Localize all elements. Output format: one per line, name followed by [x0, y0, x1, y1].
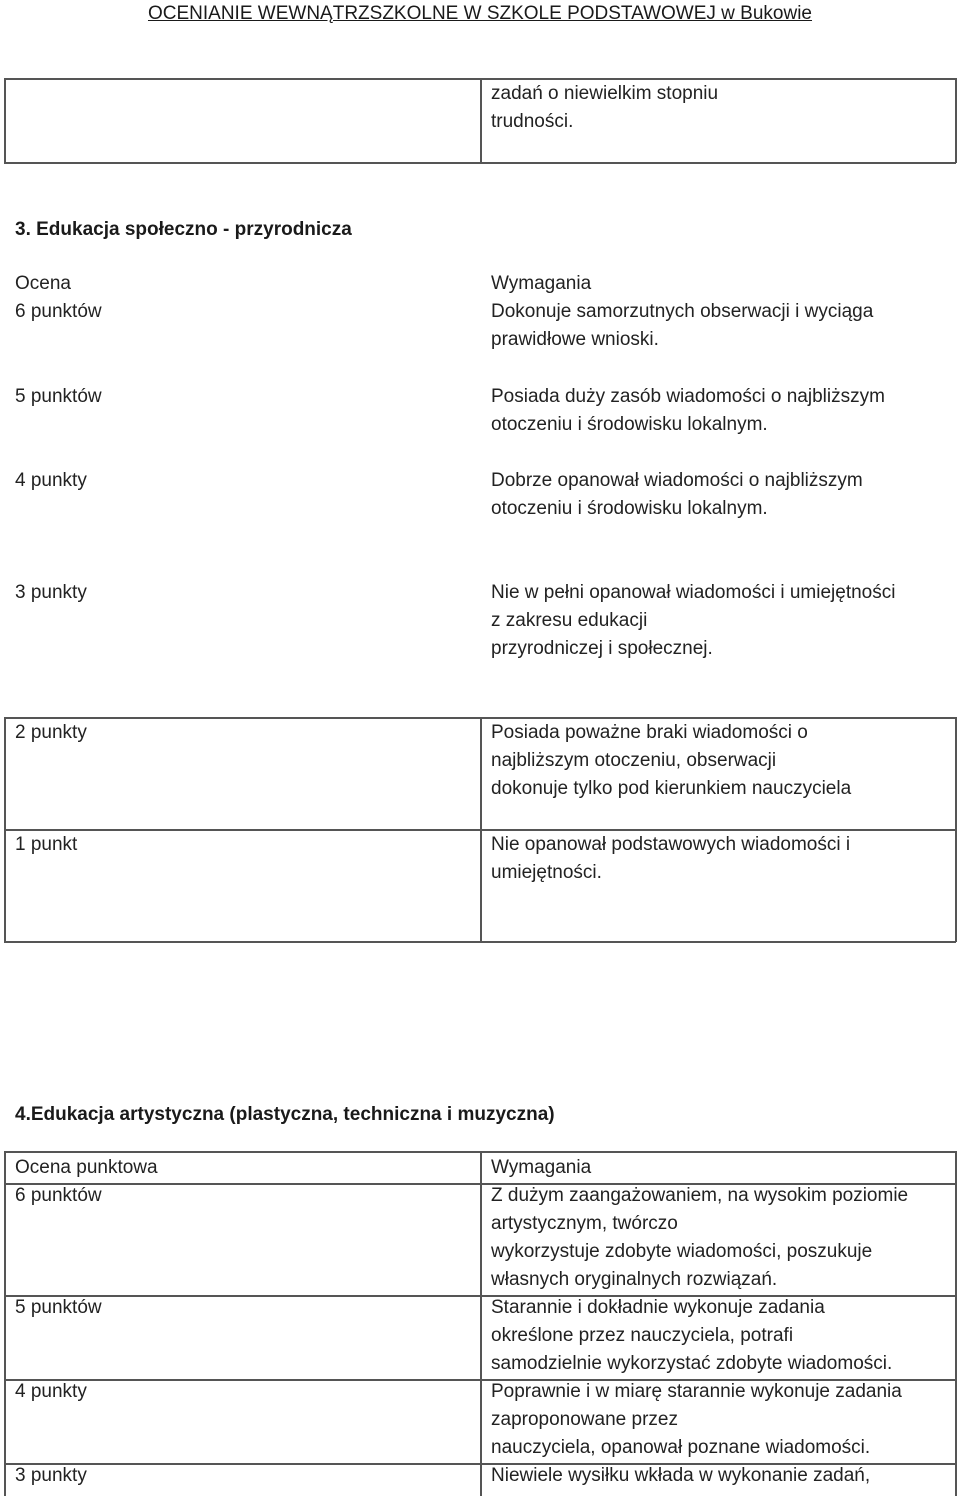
section4-req-6: [491, 1182, 951, 1294]
text-line: własnych oryginalnych rozwiązań.: [491, 1269, 778, 1290]
text-line: otoczeniu i środowisku lokalnym.: [491, 414, 768, 435]
section4-req-4: [491, 1378, 951, 1462]
top-table-cell-requirements: [491, 80, 951, 136]
text-line: Dokonuje samorzutnych obserwacji i wyciąga: [491, 301, 874, 322]
section4-req-3: [491, 1462, 951, 1490]
section3-box-right-border: [955, 717, 957, 942]
section3-req-5: [491, 383, 951, 439]
text-line: Z dużym zaangażowaniem, na wysokim poziomie: [491, 1185, 909, 1206]
text-line: z zakresu edukacji: [491, 610, 648, 631]
text-line: nauczyciela, opanował poznane wiadomości.: [491, 1437, 871, 1458]
section3-grade-6: 6 punktów: [15, 301, 102, 322]
top-table-right-border: [955, 78, 957, 163]
section3-title: 3. Edukacja społeczno - przyrodnicza: [15, 219, 352, 240]
text-line: przyrodniczej i społecznej.: [491, 638, 713, 659]
section4-grade-5: 5 punktów: [15, 1297, 102, 1318]
text-line: zaproponowane przez: [491, 1409, 678, 1430]
section3-grade-1: 1 punkt: [15, 834, 78, 855]
section4-table-left-border: [4, 1151, 6, 1496]
text-line: Poprawnie i w miarę starannie wykonuje zadania: [491, 1381, 902, 1402]
text-line: prawidłowe wnioski.: [491, 329, 659, 350]
section4-table-right-border: [955, 1151, 957, 1496]
section4-grade-6: 6 punktów: [15, 1185, 102, 1206]
section3-box-left-border: [4, 717, 6, 942]
text-line: Posiada duży zasób wiadomości o najbliższym: [491, 386, 885, 407]
text-line: dokonuje tylko pod kierunkiem nauczyciela: [491, 778, 852, 799]
section3-req-4: [491, 467, 951, 523]
section4-table-divider: [480, 1151, 482, 1496]
section4-req-5: [491, 1294, 951, 1378]
section4-header-grade: Ocena punktowa: [15, 1157, 158, 1178]
section3-req-3: [491, 579, 951, 663]
section3-req-2: [491, 719, 951, 803]
text-line: artystycznym, twórczo: [491, 1213, 678, 1234]
section3-box-divider: [480, 717, 482, 942]
section3-grade-3: 3 punkty: [15, 582, 87, 603]
section4-grade-4: 4 punkty: [15, 1381, 87, 1402]
text-line: Nie opanował podstawowych wiadomości i: [491, 834, 851, 855]
section4-title: 4.Edukacja artystyczna (plastyczna, techniczna i muzyczna): [15, 1104, 555, 1125]
top-table-left-border: [4, 78, 6, 163]
page-header-title: OCENIANIE WEWNĄTRZSZKOLNE W SZKOLE PODSTAWOWEJ w Bukowie: [147, 3, 813, 24]
text-line: samodzielnie wykorzystać zdobyte wiadomości.: [491, 1353, 893, 1374]
text-line: wykorzystuje zdobyte wiadomości, poszukuje: [491, 1241, 873, 1262]
section3-grade-4: 4 punkty: [15, 470, 87, 491]
section3-req-1: [491, 831, 951, 887]
section4-grade-3: 3 punkty: [15, 1465, 87, 1486]
text-line: Dobrze opanował wiadomości o najbliższym: [491, 470, 863, 491]
section3-header-grade: Ocena: [15, 273, 71, 294]
text-line: Niewiele wysiłku wkłada w wykonanie zadań,: [491, 1465, 871, 1486]
text-line: najbliższym otoczeniu, obserwacji: [491, 750, 777, 771]
text-line: określone przez nauczyciela, potrafi: [491, 1325, 794, 1346]
section3-header-requirements: Wymagania: [491, 273, 592, 294]
section3-grade-5: 5 punktów: [15, 386, 102, 407]
section3-grade-2: 2 punkty: [15, 722, 87, 743]
section4-header-requirements: Wymagania: [491, 1157, 592, 1178]
text-line: otoczeniu i środowisku lokalnym.: [491, 498, 768, 519]
text-line: umiejętności.: [491, 862, 602, 883]
text-line: zadań o niewielkim stopniu: [491, 83, 719, 104]
text-line: trudności.: [491, 111, 574, 132]
section3-req-6: [491, 298, 951, 354]
text-line: Posiada poważne braki wiadomości o: [491, 722, 808, 743]
text-line: Nie w pełni opanował wiadomości i umiejętności: [491, 582, 896, 603]
top-table-divider: [480, 78, 482, 163]
text-line: Starannie i dokładnie wykonuje zadania: [491, 1297, 825, 1318]
